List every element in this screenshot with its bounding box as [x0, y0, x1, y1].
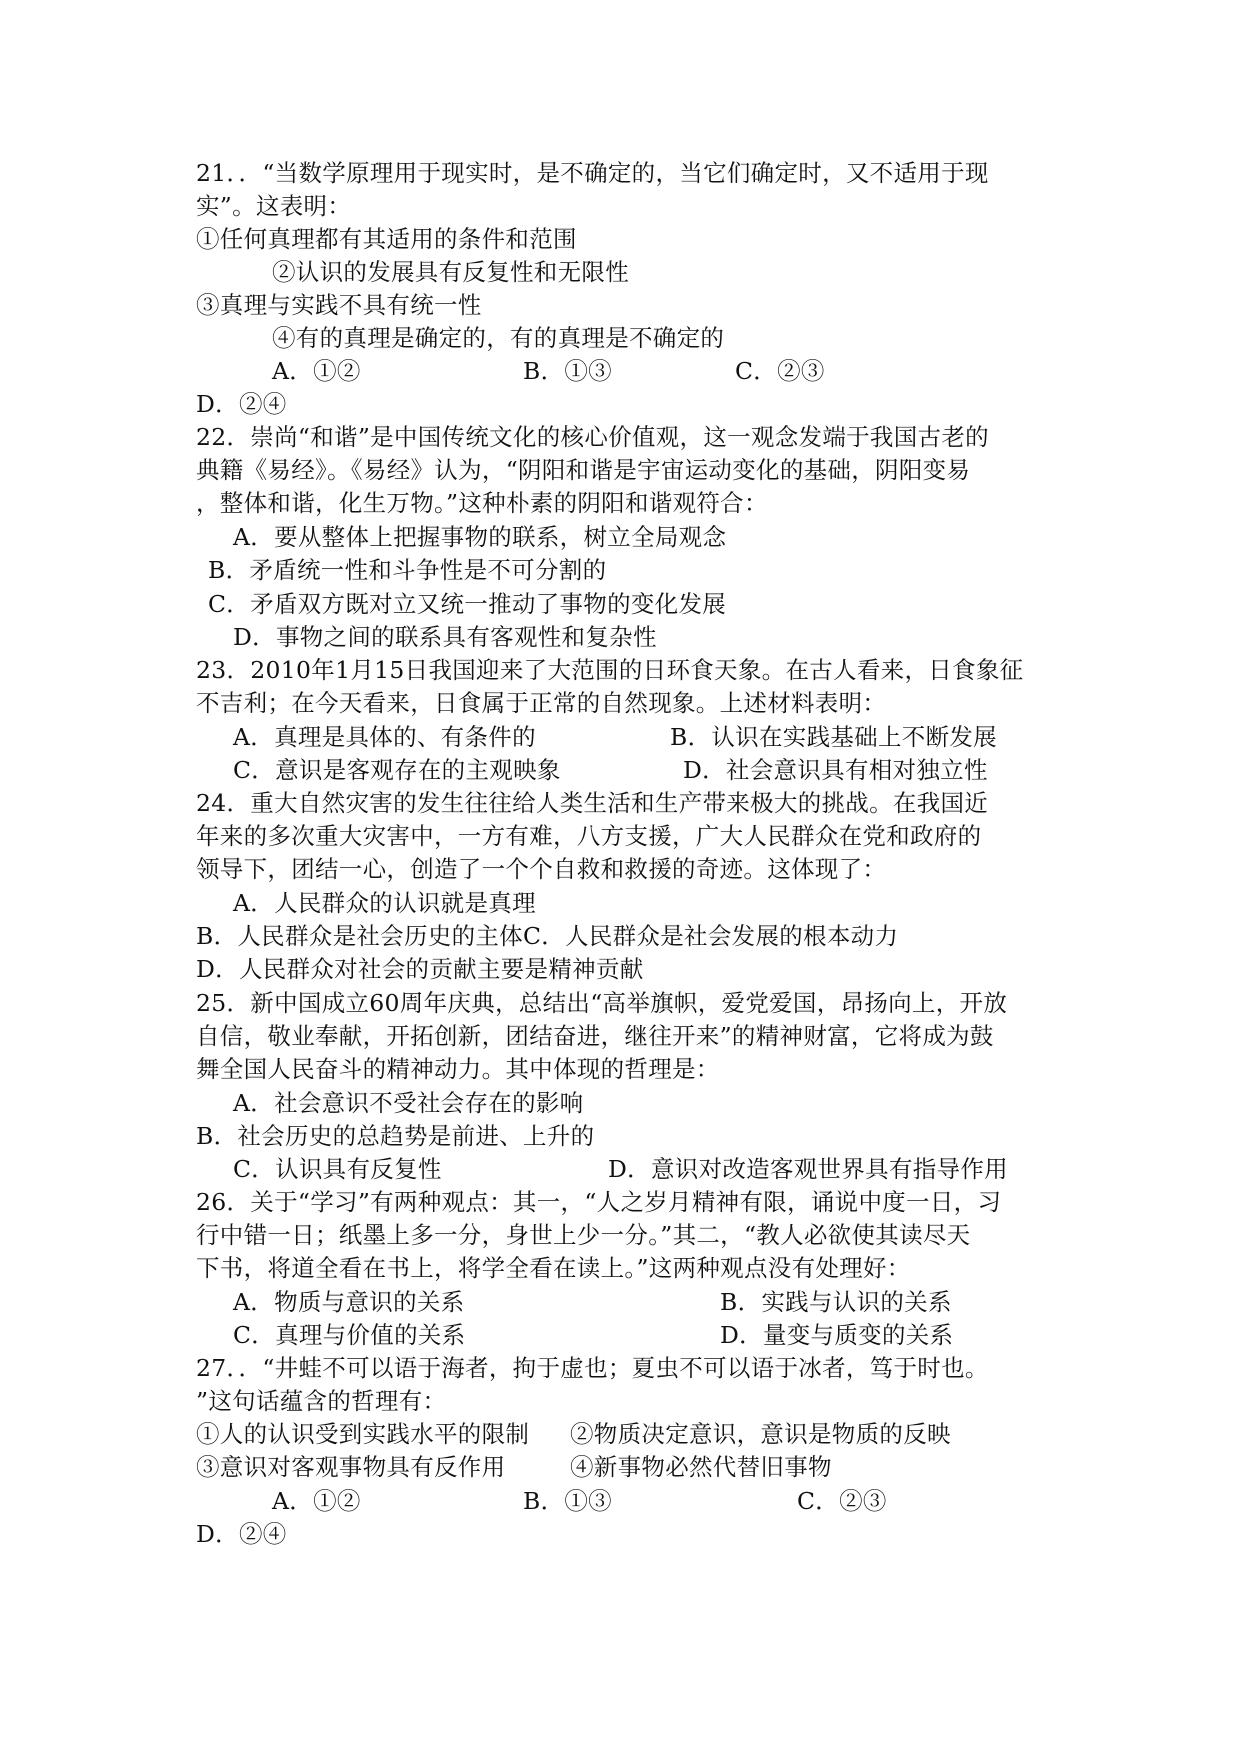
q26-option-a: A．物质与意识的关系 [233, 1288, 465, 1316]
q24-option-a: A．人民群众的认识就是真理 [233, 889, 536, 917]
q24-option-d: D．人民群众对社会的贡献主要是精神贡献 [196, 955, 644, 983]
q21-statement-3: ③真理与实践不具有统一性 [196, 291, 482, 319]
q27-statement-4: ④新事物必然代替旧事物 [570, 1453, 832, 1481]
q27-stem-line-2: ”这句话蕴含的哲理有： [196, 1387, 447, 1415]
q25-option-c: C．认识具有反复性 [233, 1155, 442, 1183]
q22-option-c: C．矛盾双方既对立又统一推动了事物的变化发展 [208, 590, 727, 618]
q22-stem-line-1: 22．崇尚“和谐”是中国传统文化的核心价值观，这一观念发端于我国古老的 [196, 423, 989, 451]
q25-option-b: B．社会历史的总趋势是前进、上升的 [196, 1122, 595, 1150]
q24-option-b-c: B．人民群众是社会历史的主体C．人民群众是社会发展的根本动力 [196, 922, 899, 950]
q26-stem-line-1: 26．关于“学习”有两种观点：其一，“人之岁月精神有限，诵说中度一日，习 [196, 1188, 1002, 1216]
q21-option-b: B．①③ [523, 357, 612, 385]
q21-option-a: A．①② [272, 357, 361, 385]
q21-stem-line-2: 实”。这表明： [196, 192, 352, 220]
q26-stem-line-3: 下书，将道全看在书上，将学全看在读上。”这两种观点没有处理好： [196, 1254, 911, 1282]
q27-stem-line-1: 27．．“井蛙不可以语于海者，拘于虚也；夏虫不可以语于冰者，笃于时也。 [196, 1354, 989, 1382]
q21-statement-2: ②认识的发展具有反复性和无限性 [272, 258, 629, 286]
q22-stem-line-3: ，整体和谐，化生万物。”这种朴素的阴阳和谐观符合： [196, 489, 768, 517]
q22-stem-line-2: 典籍《易经》。《易经》认为，“阴阳和谐是宇宙运动变化的基础，阴阳变易 [196, 456, 971, 484]
q22-option-d: D．事物之间的联系具有客观性和复杂性 [233, 623, 657, 651]
q25-option-a: A．社会意识不受社会存在的影响 [233, 1089, 584, 1117]
q27-statement-3: ③意识对客观事物具有反作用 [196, 1453, 506, 1481]
q23-stem-line-1: 23．2010年1月15日我国迎来了大范围的日环食天象。在古人看来，日食象征 [196, 656, 1024, 684]
q25-stem-line-1: 25．新中国成立60周年庆典，总结出“高举旗帜，爱党爱国，昂扬向上，开放 [196, 989, 1008, 1017]
q21-statement-4: ④有的真理是确定的，有的真理是不确定的 [272, 324, 725, 352]
q27-statement-1: ①人的认识受到实践水平的限制 [196, 1420, 530, 1448]
q23-option-d: D．社会意识具有相对独立性 [683, 756, 988, 784]
q27-option-d: D．②④ [196, 1520, 287, 1548]
q26-stem-line-2: 行中错一日；纸墨上多一分，身世上少一分。”其二，“教人必欲使其读尽天 [196, 1221, 971, 1249]
q26-option-c: C．真理与价值的关系 [233, 1321, 466, 1349]
q21-statement-1: ①任何真理都有其适用的条件和范围 [196, 225, 577, 253]
q25-stem-line-3: 舞全国人民奋斗的精神动力。其中体现的哲理是： [196, 1055, 720, 1083]
q27-option-c: C．②③ [797, 1487, 887, 1515]
q23-option-a: A．真理是具体的、有条件的 [233, 723, 536, 751]
q26-option-b: B．实践与认识的关系 [720, 1288, 952, 1316]
q27-option-b: B．①③ [523, 1487, 612, 1515]
q27-option-a: A．①② [272, 1487, 361, 1515]
q25-stem-line-2: 自信，敬业奉献，开拓创新，团结奋进，继往开来”的精神财富，它将成为鼓 [196, 1022, 994, 1050]
q23-option-c: C．意识是客观存在的主观映象 [233, 756, 561, 784]
q25-option-d: D．意识对改造客观世界具有指导作用 [608, 1155, 1008, 1183]
q21-option-d: D．②④ [196, 390, 287, 418]
q22-option-a: A．要从整体上把握事物的联系，树立全局观念 [233, 523, 727, 551]
q26-option-d: D．量变与质变的关系 [720, 1321, 954, 1349]
q22-option-b: B．矛盾统一性和斗争性是不可分割的 [208, 556, 607, 584]
q24-stem-line-1: 24．重大自然灾害的发生往往给人类生活和生产带来极大的挑战。在我国近 [196, 789, 989, 817]
q23-option-b: B．认识在实践基础上不断发展 [670, 723, 997, 751]
q24-stem-line-3: 领导下，团结一心，创造了一个个自救和救援的奇迹。这体现了： [196, 855, 887, 883]
q24-stem-line-2: 年来的多次重大灾害中，一方有难，八方支援，广大人民群众在党和政府的 [196, 822, 982, 850]
q23-stem-line-2: 不吉利；在今天看来，日食属于正常的自然现象。上述材料表明： [196, 689, 887, 717]
q21-stem-line-1: 21．．“当数学原理用于现实时，是不确定的，当它们确定时，又不适用于现 [196, 159, 989, 187]
q21-option-c: C．②③ [735, 357, 825, 385]
q27-statement-2: ②物质决定意识，意识是物质的反映 [570, 1420, 951, 1448]
